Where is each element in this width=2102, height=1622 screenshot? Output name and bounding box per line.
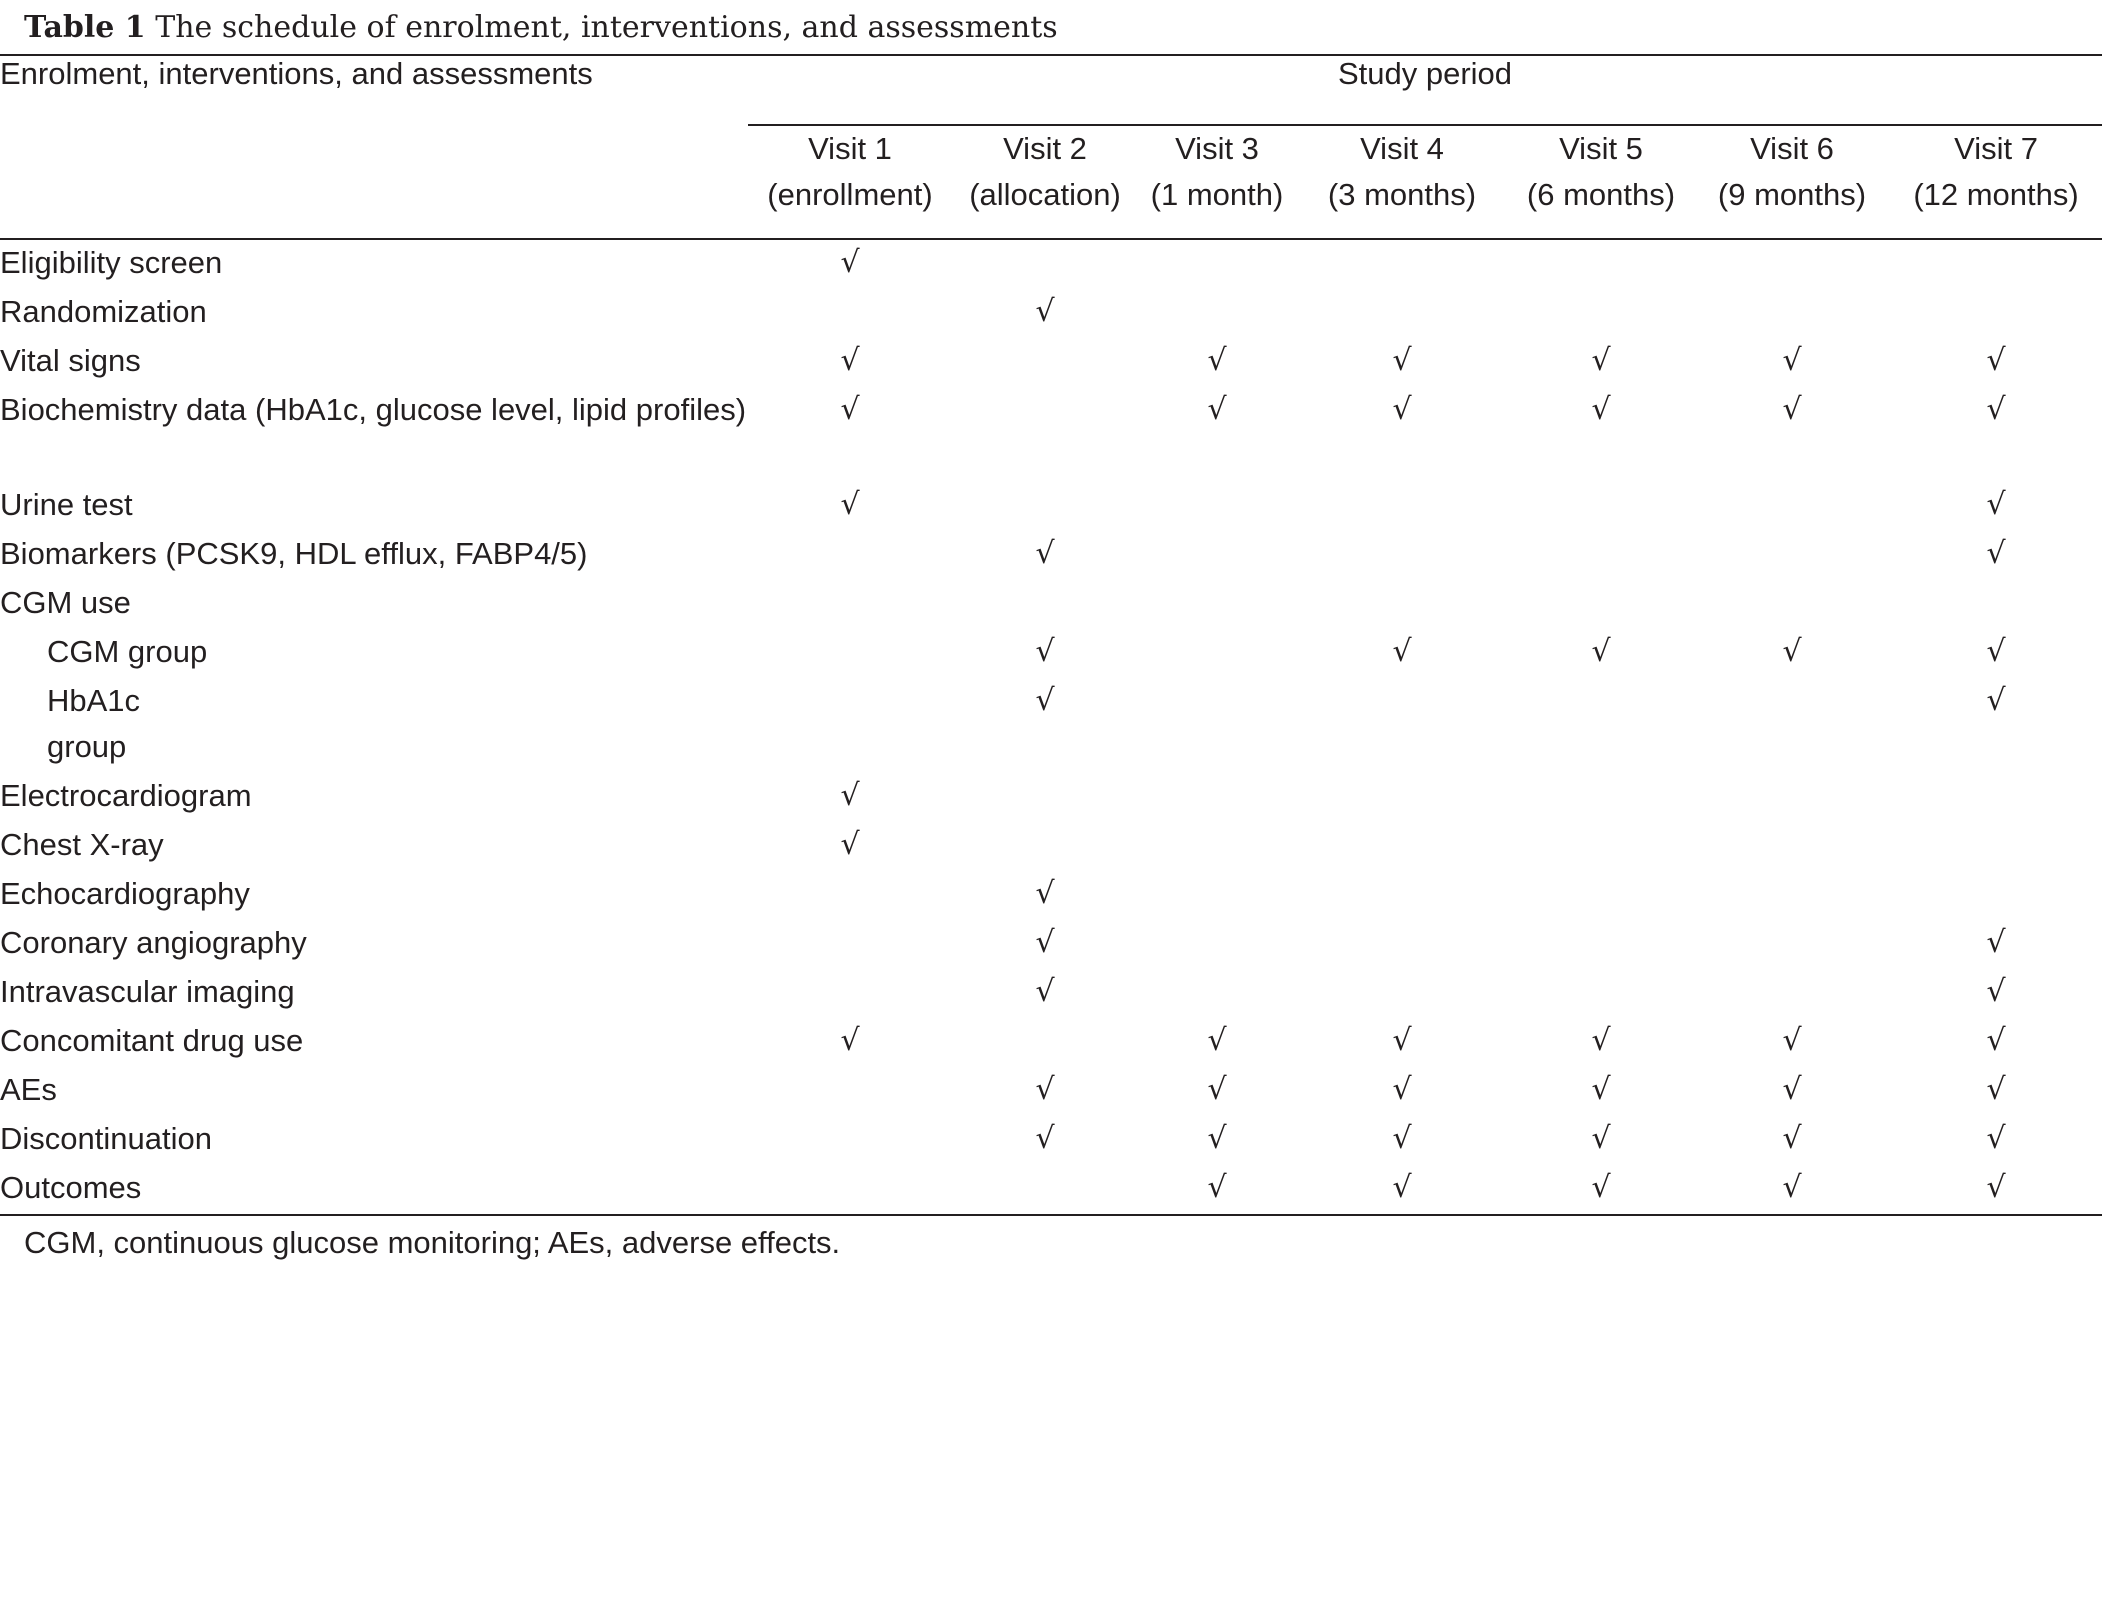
check-mark: [1694, 289, 1890, 338]
check-mark: √: [1986, 1121, 2006, 1156]
check-mark: [1694, 239, 1890, 289]
check-mark: √: [1035, 683, 1055, 718]
activity-label: CGM use: [0, 585, 131, 620]
check-mark: [952, 1018, 1138, 1067]
visit-7-header: [1890, 125, 2102, 239]
visit-5-subtitle: (6 months): [1526, 177, 1676, 212]
check-mark: √: [1392, 1072, 1412, 1107]
check-mark: √: [1986, 487, 2006, 522]
visit-2-subtitle: (allocation): [969, 177, 1121, 212]
check-mark: √: [840, 1023, 860, 1058]
schedule-table: [0, 54, 2102, 1216]
check-mark: [748, 871, 952, 920]
activity-label: Biomarkers (PCSK9, HDL efflux, FABP4/5): [0, 536, 588, 571]
check-mark: [1138, 289, 1296, 338]
visit-7-subtitle: (12 months): [1913, 177, 2079, 212]
check-mark: [952, 822, 1138, 871]
check-mark: √: [1591, 1023, 1611, 1058]
check-mark: [1508, 482, 1694, 531]
check-mark: √: [1392, 343, 1412, 378]
visit-4-subtitle: (3 months): [1327, 177, 1477, 212]
check-mark: [1890, 289, 2102, 338]
check-mark: [1138, 629, 1296, 678]
check-mark: [952, 773, 1138, 822]
check-mark: √: [1207, 1072, 1227, 1107]
check-mark: √: [840, 343, 860, 378]
check-mark: √: [1035, 634, 1055, 669]
table-caption-label: Table 1: [24, 10, 146, 45]
visit-2-header: [952, 125, 1138, 239]
check-mark: √: [1207, 1121, 1227, 1156]
check-mark: √: [1986, 536, 2006, 571]
table-row: [0, 822, 2102, 871]
check-mark: [1890, 580, 2102, 629]
table-caption-title: The schedule of enrolment, interventions, and assessments: [155, 10, 1058, 45]
check-mark: [1890, 871, 2102, 920]
check-mark: √: [1782, 1121, 1802, 1156]
check-mark: √: [1782, 343, 1802, 378]
table-row: [0, 531, 2102, 580]
visit-6-header: [1694, 125, 1890, 239]
check-mark: √: [1986, 683, 2006, 718]
check-mark: √: [1207, 1023, 1227, 1058]
visit-6-title: Visit 6: [1750, 131, 1834, 166]
check-mark: [1890, 773, 2102, 822]
check-mark: [1138, 773, 1296, 822]
table-row: [0, 969, 2102, 1018]
check-mark: [1508, 773, 1694, 822]
table-row: [0, 1018, 2102, 1067]
check-mark: √: [1986, 974, 2006, 1009]
check-mark: [1694, 822, 1890, 871]
check-mark: [1694, 773, 1890, 822]
check-mark: √: [1392, 1023, 1412, 1058]
check-mark: √: [840, 245, 860, 280]
check-mark: [1296, 531, 1508, 580]
check-mark: [1296, 239, 1508, 289]
check-mark: √: [1591, 1170, 1611, 1205]
table-row: [0, 387, 2102, 482]
check-mark: √: [1986, 343, 2006, 378]
check-mark: [748, 969, 952, 1018]
check-mark: [952, 580, 1138, 629]
check-mark: √: [1986, 1170, 2006, 1205]
check-mark: [748, 531, 952, 580]
check-mark: √: [1986, 1072, 2006, 1107]
check-mark: [748, 1116, 952, 1165]
visit-1-subtitle: (enrollment): [767, 177, 933, 212]
table-row: [0, 338, 2102, 387]
check-mark: [1694, 580, 1890, 629]
check-mark: [1694, 969, 1890, 1018]
table-row: [0, 871, 2102, 920]
check-mark: [1890, 239, 2102, 289]
activity-label: Randomization: [0, 294, 207, 329]
visit-4-header: [1296, 125, 1508, 239]
activity-label: Electrocardiogram: [0, 778, 252, 813]
check-mark: √: [1392, 634, 1412, 669]
check-mark: [1296, 678, 1508, 773]
check-mark: √: [1782, 634, 1802, 669]
visit-3-header: [1138, 125, 1296, 239]
table-row: [0, 629, 2102, 678]
check-mark: [1138, 239, 1296, 289]
check-mark: √: [1782, 392, 1802, 427]
check-mark: √: [1591, 343, 1611, 378]
check-mark: [1694, 871, 1890, 920]
check-mark: [1138, 969, 1296, 1018]
check-mark: [748, 580, 952, 629]
check-mark: [1296, 773, 1508, 822]
check-mark: √: [840, 487, 860, 522]
check-mark: [1694, 678, 1890, 773]
check-mark: [952, 239, 1138, 289]
activity-label: Outcomes: [0, 1170, 142, 1205]
visit-1-title: Visit 1: [808, 131, 892, 166]
check-mark: [1508, 969, 1694, 1018]
activity-label: Coronary angiography: [0, 925, 307, 960]
check-mark: [952, 338, 1138, 387]
table-caption: [24, 8, 1058, 48]
activity-label: AEs: [0, 1072, 57, 1107]
check-mark: √: [1392, 392, 1412, 427]
check-mark: √: [1392, 1170, 1412, 1205]
check-mark: √: [1591, 1072, 1611, 1107]
table-row: [0, 1116, 2102, 1165]
check-mark: [1508, 678, 1694, 773]
table-row: [0, 1067, 2102, 1116]
check-mark: [1508, 920, 1694, 969]
check-mark: [1296, 822, 1508, 871]
table-row: [0, 773, 2102, 822]
check-mark: √: [1207, 392, 1227, 427]
row-header-title: Enrolment, interventions, and assessments: [0, 55, 748, 239]
check-mark: [1138, 822, 1296, 871]
check-mark: √: [1986, 925, 2006, 960]
check-mark: √: [1986, 392, 2006, 427]
activity-label: Concomitant drug use: [0, 1023, 304, 1058]
check-mark: [1296, 580, 1508, 629]
table-row: [0, 1165, 2102, 1215]
check-mark: [1890, 822, 2102, 871]
check-mark: [1296, 871, 1508, 920]
check-mark: [952, 387, 1138, 482]
activity-label: Urine test: [0, 487, 133, 522]
activity-label: Vital signs: [0, 343, 141, 378]
visit-5-header: [1508, 125, 1694, 239]
visit-3-subtitle: (1 month): [1150, 177, 1284, 212]
check-mark: √: [1035, 536, 1055, 571]
check-mark: √: [1986, 634, 2006, 669]
check-mark: [748, 289, 952, 338]
check-mark: [1508, 580, 1694, 629]
check-mark: [1508, 239, 1694, 289]
check-mark: √: [1207, 1170, 1227, 1205]
check-mark: √: [1782, 1072, 1802, 1107]
check-mark: √: [1035, 974, 1055, 1009]
table-row: [0, 239, 2102, 289]
activity-label: Eligibility screen: [0, 245, 223, 280]
check-mark: [1296, 969, 1508, 1018]
check-mark: √: [1986, 1023, 2006, 1058]
check-mark: [1508, 871, 1694, 920]
check-mark: [1296, 920, 1508, 969]
visit-3-title: Visit 3: [1175, 131, 1259, 166]
visit-1-header: [748, 125, 952, 239]
table-row: [0, 580, 2102, 629]
table-row: [0, 678, 2102, 773]
check-mark: [748, 1067, 952, 1116]
check-mark: √: [1035, 876, 1055, 911]
visit-6-subtitle: (9 months): [1717, 177, 1867, 212]
visit-5-title: Visit 5: [1559, 131, 1643, 166]
check-mark: [1694, 482, 1890, 531]
table-header: [0, 55, 2102, 239]
check-mark: [1508, 531, 1694, 580]
check-mark: √: [1591, 634, 1611, 669]
check-mark: [952, 1165, 1138, 1215]
check-mark: √: [1591, 392, 1611, 427]
check-mark: √: [1591, 1121, 1611, 1156]
check-mark: √: [1035, 1072, 1055, 1107]
check-mark: √: [1782, 1170, 1802, 1205]
table-row: [0, 920, 2102, 969]
check-mark: [1694, 920, 1890, 969]
check-mark: [952, 482, 1138, 531]
visit-2-title: Visit 2: [1003, 131, 1087, 166]
check-mark: √: [840, 392, 860, 427]
activity-label: Discontinuation: [0, 1121, 212, 1156]
activity-label: Echocardiography: [0, 876, 250, 911]
check-mark: [1138, 531, 1296, 580]
check-mark: [1508, 289, 1694, 338]
check-mark: [1508, 822, 1694, 871]
activity-label: Chest X-ray: [0, 827, 164, 862]
check-mark: [1296, 482, 1508, 531]
table-row: [0, 482, 2102, 531]
activity-sublabel: CGM group: [47, 634, 208, 669]
table-body: [0, 239, 2102, 1215]
activity-label: Biochemistry data (HbA1c, glucose level, lipid profiles): [0, 392, 747, 427]
check-mark: √: [840, 778, 860, 813]
activity-label: Intravascular imaging: [0, 974, 295, 1009]
check-mark: √: [1035, 1121, 1055, 1156]
check-mark: √: [1207, 343, 1227, 378]
check-mark: [1138, 920, 1296, 969]
check-mark: [1296, 289, 1508, 338]
check-mark: [748, 920, 952, 969]
activity-sublabel-text: HbA1c group: [47, 683, 141, 764]
check-mark: √: [1782, 1023, 1802, 1058]
visit-7-title: Visit 7: [1954, 131, 2038, 166]
check-mark: √: [1035, 925, 1055, 960]
check-mark: √: [1035, 294, 1055, 329]
check-mark: [1138, 871, 1296, 920]
check-mark: [1694, 531, 1890, 580]
check-mark: [1138, 678, 1296, 773]
check-mark: [1138, 482, 1296, 531]
study-period-header: Study period: [748, 55, 2102, 125]
activity-sublabel: [0, 678, 748, 773]
table-footnote: CGM, continuous glucose monitoring; AEs, adverse effects.: [24, 1225, 841, 1260]
check-mark: √: [1392, 1121, 1412, 1156]
check-mark: √: [840, 827, 860, 862]
check-mark: [748, 678, 952, 773]
check-mark: [1138, 580, 1296, 629]
visit-4-title: Visit 4: [1360, 131, 1444, 166]
check-mark: [748, 629, 952, 678]
table-row: [0, 289, 2102, 338]
check-mark: [748, 1165, 952, 1215]
